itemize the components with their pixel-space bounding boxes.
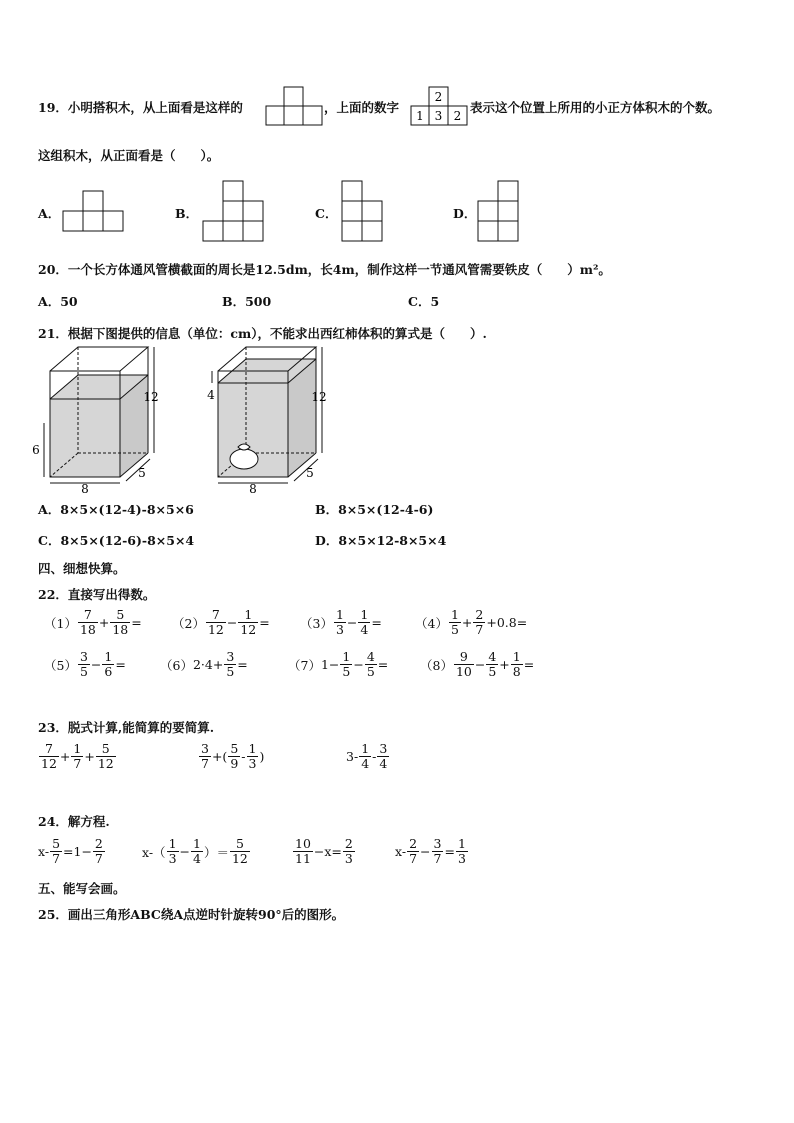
q19-option-d[interactable]: D． bbox=[453, 206, 477, 221]
q20-text: 20．一个长方体通风管横截面的周长是12.5dm，长4m，制作这样一节通风管需要铁皮（ ）m²。 bbox=[38, 262, 611, 277]
q19-mid: ，上面的数字 bbox=[324, 100, 400, 115]
dim-depth: 5 bbox=[138, 466, 146, 480]
dim-width: 8 bbox=[81, 482, 89, 496]
q19-tail: 表示这个位置上所用的小正方体积木的个数。 bbox=[470, 100, 721, 115]
q22-item-8: （8） $\frac{9}{10}$ − $\frac{4}{5}$ + $\frac{1}{8}$ = bbox=[420, 649, 535, 680]
q19-lead: 19．小明搭积木，从上面看是这样的 bbox=[38, 100, 243, 115]
q19-option-c-figure bbox=[341, 180, 383, 242]
q21-text: 21．根据下图提供的信息（单位：cm），不能求出西红柿体积的算式是（ ）. bbox=[38, 326, 487, 341]
q22-item-3: （3） $\frac{1}{3}$ − $\frac{1}{4}$ = bbox=[300, 607, 382, 638]
q23-title: 23．脱式计算,能简算的要简算. bbox=[38, 720, 215, 735]
q19-number-grid bbox=[410, 86, 468, 126]
section-4-title: 四、细想快算。 bbox=[38, 561, 126, 576]
q21-option-b[interactable]: B．8×5×(12-4-6) bbox=[315, 502, 434, 517]
q19-line2: 这组积木，从正面看是（ ）。 bbox=[38, 148, 220, 163]
section-5-title: 五、能写会画。 bbox=[38, 881, 126, 896]
q20-option-b[interactable]: B．500 bbox=[222, 294, 272, 309]
q21-container-figure-2 bbox=[198, 343, 338, 496]
q22-item-7: （7） 1− $\frac{1}{5}$ − $\frac{4}{5}$ = bbox=[288, 649, 389, 680]
q24-title: 24．解方程. bbox=[38, 814, 110, 829]
q22-title: 22．直接写出得数。 bbox=[38, 587, 156, 602]
q19-top-view-figure bbox=[265, 86, 323, 126]
q19-option-d-figure bbox=[477, 180, 519, 242]
q22-item-4: （4） $\frac{1}{5}$ + $\frac{2}{7}$ + 0.8 = bbox=[415, 607, 528, 638]
q19-option-b[interactable]: B． bbox=[175, 206, 199, 221]
q24-equation-2: x-（ $\frac{1}{3}$ − $\frac{1}{4}$ ）＝ $\frac{5}{12}$ bbox=[142, 836, 248, 867]
q20-option-c[interactable]: C．5 bbox=[408, 294, 440, 309]
q24-equation-1: x- $\frac{5}{7}$ =1− $\frac{2}{7}$ bbox=[38, 836, 103, 867]
q22-item-1: （1） $\frac{7}{18}$ + $\frac{5}{18}$ = bbox=[44, 607, 142, 638]
dim-height: 12 bbox=[311, 390, 327, 404]
dim-depth: 5 bbox=[306, 466, 314, 480]
q24-equation-3: $\frac{10}{11}$ −x= $\frac{2}{3}$ bbox=[295, 836, 353, 867]
q20-option-a[interactable]: A．50 bbox=[38, 294, 78, 309]
q21-option-d[interactable]: D．8×5×12-8×5×4 bbox=[315, 533, 447, 548]
q22-item-5: （5） $\frac{3}{5}$ − $\frac{1}{6}$ = bbox=[44, 649, 126, 680]
q19-option-a[interactable]: A． bbox=[38, 206, 61, 221]
dim-water: 6 bbox=[32, 443, 40, 457]
q24-equation-4: x- $\frac{2}{7}$ − $\frac{3}{7}$ = $\frac{1}{3}$ bbox=[395, 836, 466, 867]
grid-digit: 2 bbox=[434, 90, 443, 104]
q23-expression-1: $\frac{7}{12}$ + $\frac{1}{7}$ + $\frac{5}{12}$ bbox=[41, 741, 114, 772]
q21-option-c[interactable]: C．8×5×(12-6)-8×5×4 bbox=[38, 533, 195, 548]
q25-text: 25．画出三角形ABC绕A点逆时针旋转90°后的图形。 bbox=[38, 907, 345, 922]
grid-digit: 2 bbox=[453, 109, 462, 123]
q22-item-6: （6） 2·4+ $\frac{3}{5}$ = bbox=[160, 649, 248, 680]
q21-option-a[interactable]: A．8×5×(12-4)-8×5×6 bbox=[38, 502, 194, 517]
q22-item-2: （2） $\frac{7}{12}$ − $\frac{1}{12}$ = bbox=[172, 607, 270, 638]
q23-expression-2: $\frac{3}{7}$ +( $\frac{5}{9}$ - $\frac{1}{3}$ ) bbox=[201, 741, 265, 772]
dim-height: 12 bbox=[143, 390, 159, 404]
dim-rise: 4 bbox=[207, 388, 215, 402]
grid-digit: 3 bbox=[434, 109, 443, 123]
dim-width: 8 bbox=[249, 482, 257, 496]
q21-container-figure-1 bbox=[30, 343, 170, 496]
grid-digit: 1 bbox=[416, 109, 424, 123]
q23-expression-3: 3- $\frac{1}{4}$ - $\frac{3}{4}$ bbox=[346, 741, 388, 772]
q19-option-a-figure bbox=[62, 190, 124, 232]
q19-option-c[interactable]: C． bbox=[315, 206, 338, 221]
q19-option-b-figure bbox=[202, 180, 264, 242]
